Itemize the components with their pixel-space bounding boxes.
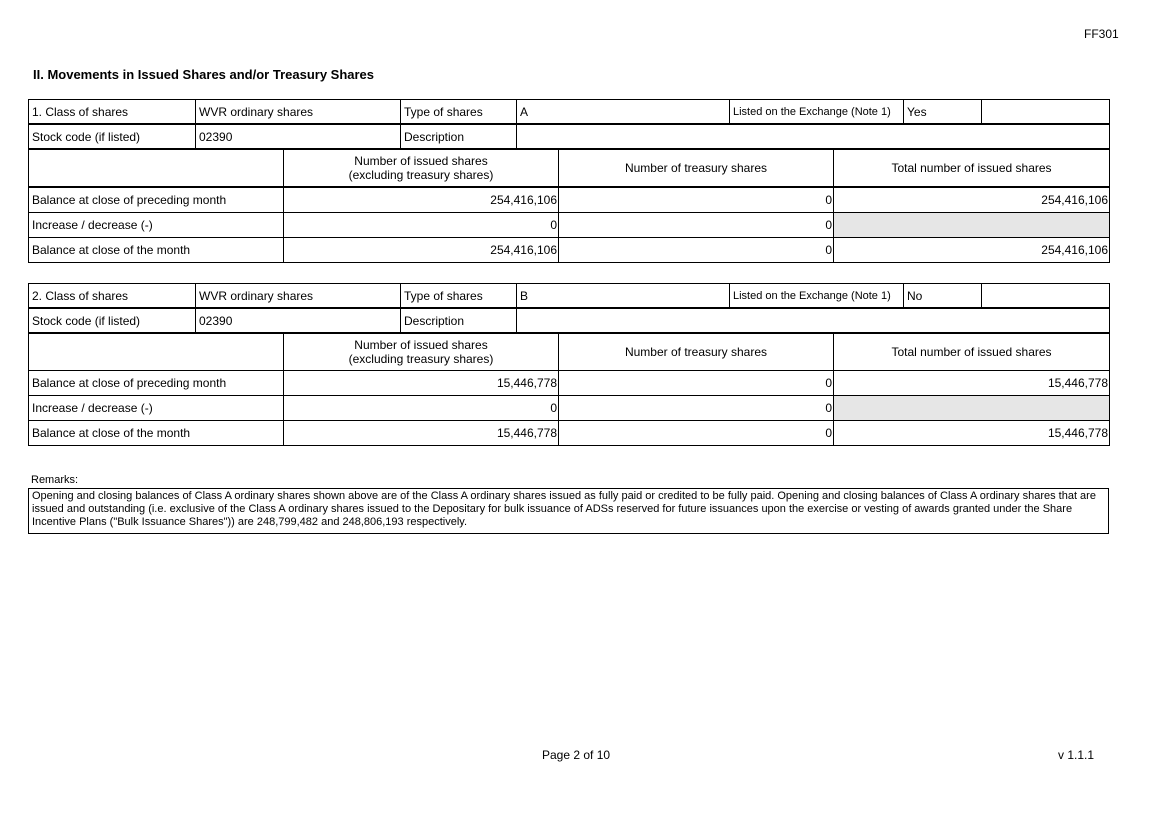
row-label: Increase / decrease (-) bbox=[28, 395, 284, 421]
issued-value: 0 bbox=[283, 395, 559, 421]
header-blank bbox=[28, 149, 284, 187]
row-label: Balance at close of the month bbox=[28, 237, 284, 263]
header-issued-line2: (excluding treasury shares) bbox=[348, 352, 494, 366]
listed-extra-cell bbox=[981, 99, 1110, 124]
page-number: Page 2 of 10 bbox=[542, 748, 611, 762]
header-issued-line2: (excluding treasury shares) bbox=[348, 168, 494, 182]
form-code: FF301 bbox=[1084, 27, 1119, 41]
header-treasury: Number of treasury shares bbox=[558, 149, 834, 187]
remarks-label: Remarks: bbox=[31, 474, 79, 486]
treasury-value: 0 bbox=[558, 212, 834, 238]
treasury-value: 0 bbox=[558, 420, 834, 446]
description-label: Description bbox=[400, 124, 517, 149]
description-value bbox=[516, 124, 1110, 149]
listed-value: Yes bbox=[903, 99, 982, 124]
total-value bbox=[833, 395, 1110, 421]
class-value: WVR ordinary shares bbox=[195, 283, 401, 308]
issued-value: 254,416,106 bbox=[283, 237, 559, 263]
row-label: Balance at close of preceding month bbox=[28, 370, 284, 396]
total-value bbox=[833, 212, 1110, 238]
issued-value: 15,446,778 bbox=[283, 420, 559, 446]
row-label: Balance at close of the month bbox=[28, 420, 284, 446]
table-row bbox=[28, 213, 1110, 238]
header-issued bbox=[283, 333, 559, 371]
type-value: A bbox=[516, 99, 730, 124]
header-issued bbox=[283, 149, 559, 187]
class-label: 2. Class of shares bbox=[28, 283, 196, 308]
listed-value: No bbox=[903, 283, 982, 308]
header-blank bbox=[28, 333, 284, 371]
stock-code-label: Stock code (if listed) bbox=[28, 124, 196, 149]
table-row bbox=[28, 238, 1110, 263]
description-label: Description bbox=[400, 308, 517, 333]
issued-value: 15,446,778 bbox=[283, 370, 559, 396]
class-label: 1. Class of shares bbox=[28, 99, 196, 124]
treasury-value: 0 bbox=[558, 187, 834, 213]
total-value: 254,416,106 bbox=[833, 187, 1110, 213]
header-issued-line1: Number of issued shares bbox=[354, 338, 488, 352]
header-total: Total number of issued shares bbox=[833, 333, 1110, 371]
type-value: B bbox=[516, 283, 730, 308]
version-label: v 1.1.1 bbox=[1058, 748, 1095, 762]
issued-value: 0 bbox=[283, 212, 559, 238]
section-title: II. Movements in Issued Shares and/or Treasury Shares bbox=[33, 67, 375, 82]
class-value: WVR ordinary shares bbox=[195, 99, 401, 124]
stock-code-label: Stock code (if listed) bbox=[28, 308, 196, 333]
description-value bbox=[516, 308, 1110, 333]
total-value: 254,416,106 bbox=[833, 237, 1110, 263]
table-row bbox=[28, 421, 1110, 446]
treasury-value: 0 bbox=[558, 237, 834, 263]
treasury-value: 0 bbox=[558, 395, 834, 421]
header-total: Total number of issued shares bbox=[833, 149, 1110, 187]
listed-label: Listed on the Exchange (Note 1) bbox=[729, 283, 904, 308]
issued-value: 254,416,106 bbox=[283, 187, 559, 213]
total-value: 15,446,778 bbox=[833, 370, 1110, 396]
header-treasury: Number of treasury shares bbox=[558, 333, 834, 371]
header-issued-line1: Number of issued shares bbox=[354, 154, 488, 168]
type-label: Type of shares bbox=[400, 283, 517, 308]
row-label: Balance at close of preceding month bbox=[28, 187, 284, 213]
stock-code-value: 02390 bbox=[195, 124, 401, 149]
stock-code-value: 02390 bbox=[195, 308, 401, 333]
table-row bbox=[28, 396, 1110, 421]
treasury-value: 0 bbox=[558, 370, 834, 396]
type-label: Type of shares bbox=[400, 99, 517, 124]
remarks-text: Opening and closing balances of Class A ordinary shares shown above are of the Class A ordinary shares issued as fully paid or credited to be fully paid. Opening and closing balances of Class A ordinary shares that are issued and outstanding (i.e. exclusive of the Class A ordinary shares issued to the Depositary for bulk issuance of ADSs reserved for future issuances upon the exercise or vesting of awards granted under the Share Incentive Plans ("Bulk Issuance Shares")) are 248,799,482 and 248,806,193 respectively. bbox=[28, 488, 1109, 534]
table-row bbox=[28, 371, 1110, 396]
listed-label: Listed on the Exchange (Note 1) bbox=[729, 99, 904, 124]
total-value: 15,446,778 bbox=[833, 420, 1110, 446]
table-row bbox=[28, 188, 1110, 213]
row-label: Increase / decrease (-) bbox=[28, 212, 284, 238]
listed-extra-cell bbox=[981, 283, 1110, 308]
